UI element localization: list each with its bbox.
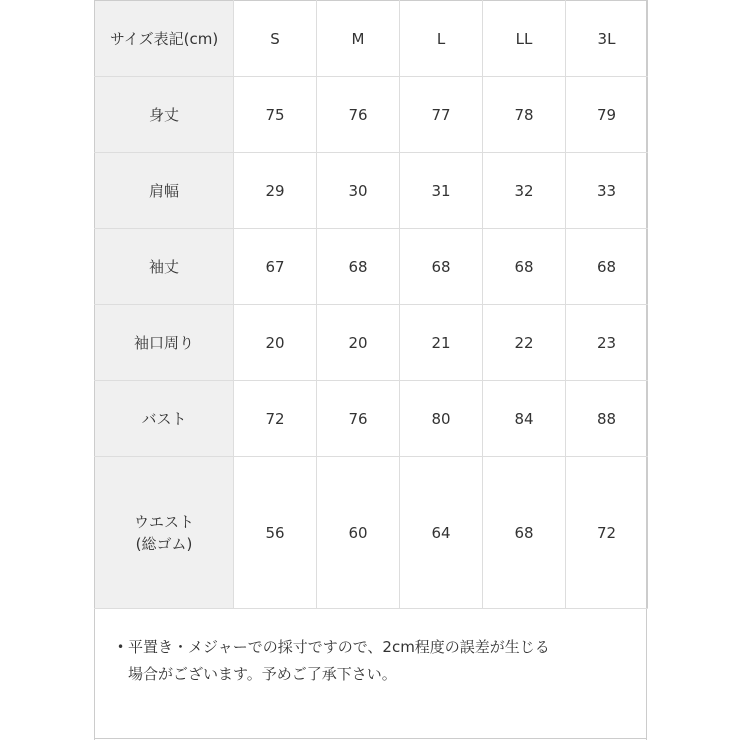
- table-cell: 30: [317, 153, 400, 229]
- size-header-l: L: [400, 1, 483, 77]
- table-cell: 60: [317, 457, 400, 609]
- table-row: [95, 77, 648, 153]
- row-label: 袖口周り: [95, 305, 234, 381]
- size-chart-table: [94, 0, 648, 609]
- size-header-3l: 3L: [566, 1, 648, 77]
- table-header-row: [95, 1, 648, 77]
- table-cell: 68: [483, 229, 566, 305]
- row-label: バスト: [95, 381, 234, 457]
- table-cell: 80: [400, 381, 483, 457]
- table-cell: 77: [400, 77, 483, 153]
- table-cell: 78: [483, 77, 566, 153]
- table-cell: 31: [400, 153, 483, 229]
- table-cell: 68: [400, 229, 483, 305]
- table-cell: 88: [566, 381, 648, 457]
- table-cell: 21: [400, 305, 483, 381]
- row-label: 身丈: [95, 77, 234, 153]
- note-line: 場合がございます。予めご了承下さい。: [128, 665, 397, 683]
- table-cell: 68: [317, 229, 400, 305]
- table-cell: 76: [317, 77, 400, 153]
- table-cell: 64: [400, 457, 483, 609]
- bullet-icon: •: [117, 640, 125, 654]
- table-row: [95, 457, 648, 609]
- corner-header-cell: サイズ表記(cm): [95, 1, 234, 77]
- table-row: [95, 381, 648, 457]
- bottom-border: [94, 738, 647, 739]
- table-cell: 56: [234, 457, 317, 609]
- table-cell: 79: [566, 77, 648, 153]
- table-cell: 84: [483, 381, 566, 457]
- table-cell: 29: [234, 153, 317, 229]
- note-line: 平置き・メジャーでの採寸ですので、2cm程度の誤差が生じる: [128, 638, 550, 656]
- table-cell: 76: [317, 381, 400, 457]
- row-label: 袖丈: [95, 229, 234, 305]
- row-label: 肩幅: [95, 153, 234, 229]
- table-cell: 23: [566, 305, 648, 381]
- measurement-note: [117, 634, 628, 688]
- table-cell: 20: [234, 305, 317, 381]
- table-cell: 72: [234, 381, 317, 457]
- table-row: [95, 153, 648, 229]
- table-cell: 75: [234, 77, 317, 153]
- table-cell: 33: [566, 153, 648, 229]
- table-cell: 72: [566, 457, 648, 609]
- size-header-m: M: [317, 1, 400, 77]
- row-label-line: (総ゴム): [135, 534, 193, 553]
- table-row: [95, 229, 648, 305]
- table-cell: 67: [234, 229, 317, 305]
- table-cell: 22: [483, 305, 566, 381]
- table-row: [95, 305, 648, 381]
- size-header-s: S: [234, 1, 317, 77]
- table-cell: 68: [566, 229, 648, 305]
- row-label-line: ウエスト: [133, 512, 194, 531]
- size-header-ll: LL: [483, 1, 566, 77]
- table-cell: 68: [483, 457, 566, 609]
- row-label: [95, 457, 234, 609]
- table-cell: 20: [317, 305, 400, 381]
- table-cell: 32: [483, 153, 566, 229]
